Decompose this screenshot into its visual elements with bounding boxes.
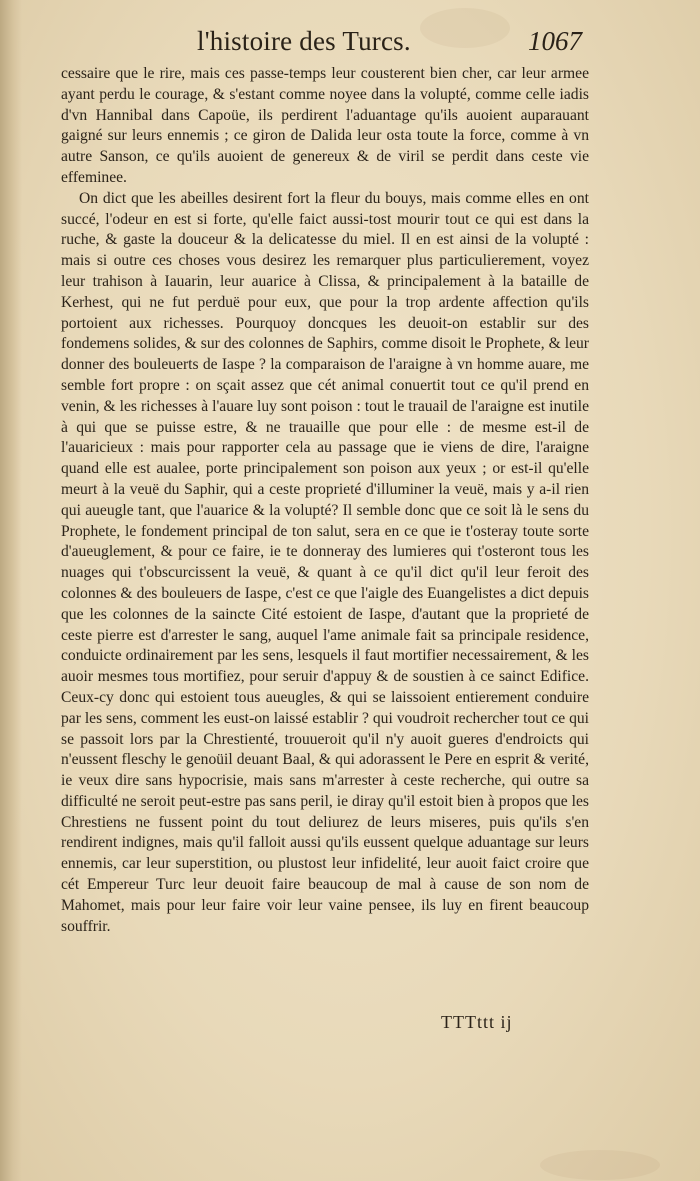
- signature-mark: TTTttt ij: [441, 1012, 513, 1032]
- page-number: 1067: [528, 26, 582, 56]
- paper-stain: [540, 1150, 660, 1180]
- body-text: [61, 64, 589, 937]
- paragraph-abeilles: On dict que les abeilles desirent fort la fleur du bouys, mais comme elles en ont succé, l'odeur en est si forte, qu'elle faict aussi-tost mourir tout ce qui est dans la ruche, & gaste la douceur & la delicatesse du miel. Il en est ainsi de la volupté : mais si outre ces choses vous desirez les remarquer plus particulierement, voyez leur trahison à Iauarin, leur auarice à Clissa, & principalement à la bataille de Kerhest, qui ne fut perduë pour eux, que pour la trop ardente affection qu'ils portoient aux richesses. Pourquoy doncques les deuoit-on establir sur des fondemens solides, & sur des colonnes de Saphirs, comme disoit le Prophete, & leur donner des bouleuerts de Iaspe ? la comparaison de l'araigne à vn homme auare, me semble fort propre : on sçait assez que cét animal conuertit tout ce qu'il prend en venin, & les richesses à l'auare luy sont poison : tout le trauail de l'araigne est inutile à qui que se puisse estre, & ne trauaille que pour elle : de mesme est-il de l'auaricieux : mais pour rapporter cela au passage que ie viens de dire, l'araigne quand elle est aualee, porte principalement son poison aux yeux ; or est-il qu'elle meurt à la veuë du Saphir, qui a ceste proprieté d'illuminer la veuë, mais y a-il rien qui aueugle tant, que l'auarice & la volupté? Il semble donc que ce soit là le sens du Prophete, le fondement principal de ton salut, sera en ce que ie t'osteray toute sorte d'aueuglement, & pour ce faire, ie te donneray des lumieres qui t'osteront tous les nuages qui t'obscurcissent la veuë, & quant à ce qu'il dict qu'il leur feroit des colonnes & des bouleuers de Iaspe, c'est ce que l'aigle des Euangelistes a dict depuis que les colonnes de la saincte Cité estoient de Iaspe, d'autant que la proprieté de ceste pierre est d'arrester le sang, auquel l'ame animale fait sa principale residence, conduicte ordinairement par les sens, lesquels il faut mortifier necessairement, & les auoir mesmes tous mortifiez, pour seruir d'appuy & de soustien à ce sainct Edifice. Ceux-cy donc qui estoient tous aueugles, & qui se laissoient entierement conduire par les sens, comment les eust-on laissé establir ? qui voudroit rechercher tout ce qui se passoit lors par la Chrestienté, trouueroit qu'il n'y auoit gueres d'endroicts qui n'eussent fleschy le genoüil deuant Baal, & qui adorassent le Pere en esprit & verité, ie veux dire sans hypocrisie, mais sans m'arrester à ceste recherche, qui outre sa difficulté ne seroit peut-estre pas sans peril, ie diray qu'il estoit bien à propos que les Chrestiens ne fussent point du tout deliurez de leurs miseres, puis qu'ils s'en rendirent indignes, mais qu'il falloit aussi qu'ils eussent quelque aduantage sur leurs ennemis, car leur superstition, ou plustost leur infidelité, leur auoit faict croire que cét Empereur Turc leur deuoit faire beaucoup de mal à cause de son nom de Mahomet, mais pour leur faire voir leur vaine pensee, ils luy en firent beaucoup souffrir.: [61, 189, 589, 935]
- running-title: l'histoire des Turcs.: [197, 26, 411, 56]
- paragraph-continuation: cessaire que le rire, mais ces passe-temps leur cousterent bien cher, car leur armee ayant perdu le courage, & s'estant comme noyee dans la volupté, comme celle iadis d'vn Hannibal dans Capoüe, ils perdirent l'aduantage qu'ils auoient auparauant gaigné sur leurs ennemis ; ce giron de Dalida leur osta toute la force, comme à vn autre Sanson, ce qu'ils auoient de genereux & de viril se perdit dans ceste vie effeminee.: [61, 65, 589, 186]
- page-header: [0, 26, 700, 66]
- binding-gutter-shadow: [0, 0, 22, 1181]
